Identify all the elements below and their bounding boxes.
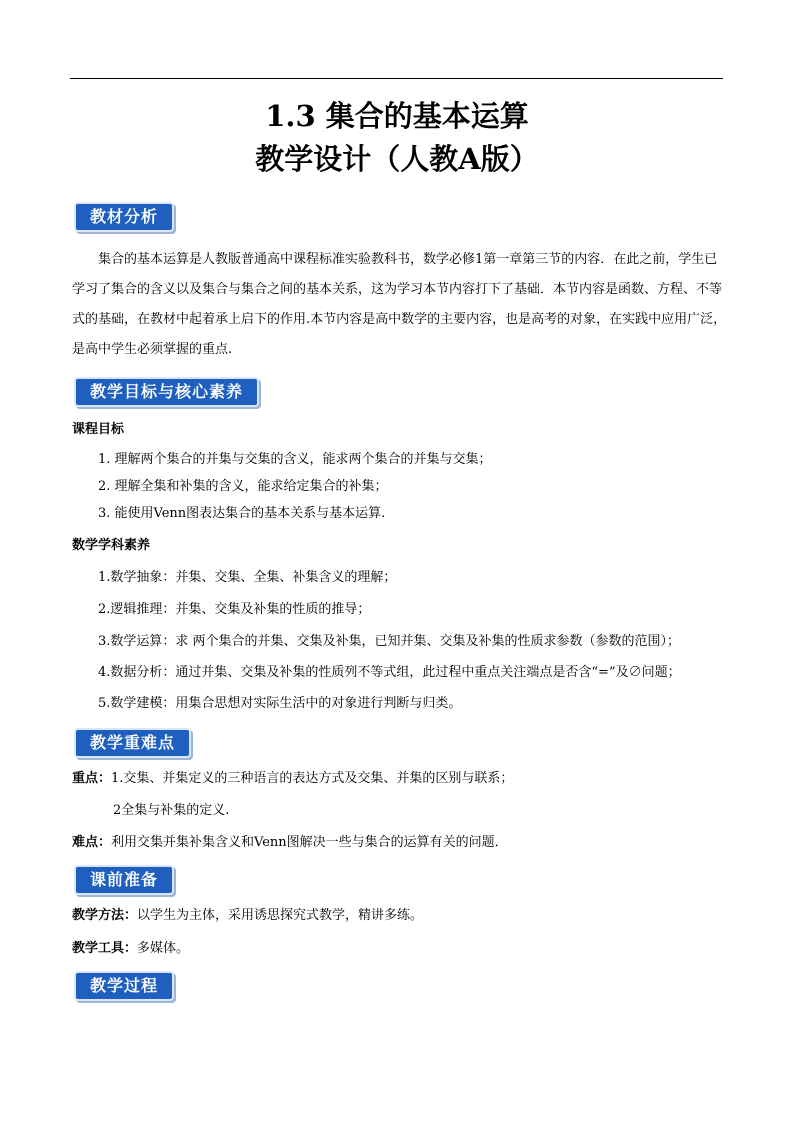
section-banner-goals: 教学目标与核心素养 (74, 377, 259, 407)
teaching-method-label: 教学方法： (72, 908, 138, 923)
section-banner-prep: 课前准备 (74, 865, 174, 895)
analysis-text: 集合的基本运算是人教版普通高中课程标准实验教科书，数学必修1第一章第三节的内容．在此之前，学生已学习了集合的含义以及集合与集合之间的基本关系，这为学习本节内容打下了基础．本节内容是函数、方程、不等式的基础，在教材中起着承上启下的作用.本节内容是高中数学的主要内容，也是高考的对象，在实践中应用广泛，是高中学生必须掌握的重点. (72, 252, 727, 357)
section-banner-process: 教学过程 (74, 971, 174, 1001)
literacy-item: 4.数据分析：通过并集、交集及补集的性质列不等式组，此过程中重点关注端点是否含“=”及∅问题； (98, 665, 681, 680)
analysis-paragraph (72, 245, 727, 365)
header-rule (70, 78, 723, 79)
teaching-method-row (72, 907, 423, 925)
literacy-item: 3.数学运算：求 两个集合的并集、交集及补集，已知并集、交集及补集的性质求参数（参数的范围）； (98, 634, 681, 649)
literacy-item: 1.数学抽象：并集、交集、全集、补集含义的理解； (98, 570, 397, 585)
key-point-item2: 2全集与补集的定义. (113, 803, 230, 818)
difficult-point-text: 利用交集并集补集含义和Venn图解决一些与集合的运算有关的问题． (111, 835, 508, 850)
difficult-point-row (72, 834, 508, 852)
key-point-text: 1.交集、并集定义的三种语言的表达方式及交集、并集的区别与联系； (111, 771, 514, 786)
course-goal-item: 2. 理解全集和补集的含义，能求给定集合的补集； (98, 479, 388, 494)
section-banner-keypoints: 教学重难点 (74, 728, 191, 758)
teaching-tools-text: 多媒体。 (137, 941, 190, 956)
teaching-tools-row (72, 940, 189, 958)
section-banner-analysis: 教材分析 (74, 202, 174, 232)
difficult-point-label: 难点： (72, 835, 112, 850)
page-subtitle: 教学设计（人教A版） (255, 142, 539, 176)
course-goal-item: 3. 能使用Venn图表达集合的基本关系与基本运算. (98, 506, 386, 521)
key-point-row (72, 770, 513, 788)
key-point-label: 重点： (72, 771, 112, 786)
course-goal-item: 1. 理解两个集合的并集与交集的含义，能求两个集合的并集与交集； (98, 452, 492, 467)
literacy-item: 5.数学建模：用集合思想对实际生活中的对象进行判断与归类。 (98, 696, 462, 711)
literacy-item: 2.逻辑推理：并集、交集及补集的性质的推导； (98, 602, 371, 617)
teaching-method-text: 以学生为主体，采用诱思探究式教学，精讲多练。 (137, 908, 424, 923)
page-title: 1.3 集合的基本运算 (265, 99, 529, 133)
course-goals-heading: 课程目标 (72, 422, 125, 437)
teaching-tools-label: 教学工具： (72, 941, 138, 956)
literacy-heading: 数学学科素养 (72, 538, 151, 553)
